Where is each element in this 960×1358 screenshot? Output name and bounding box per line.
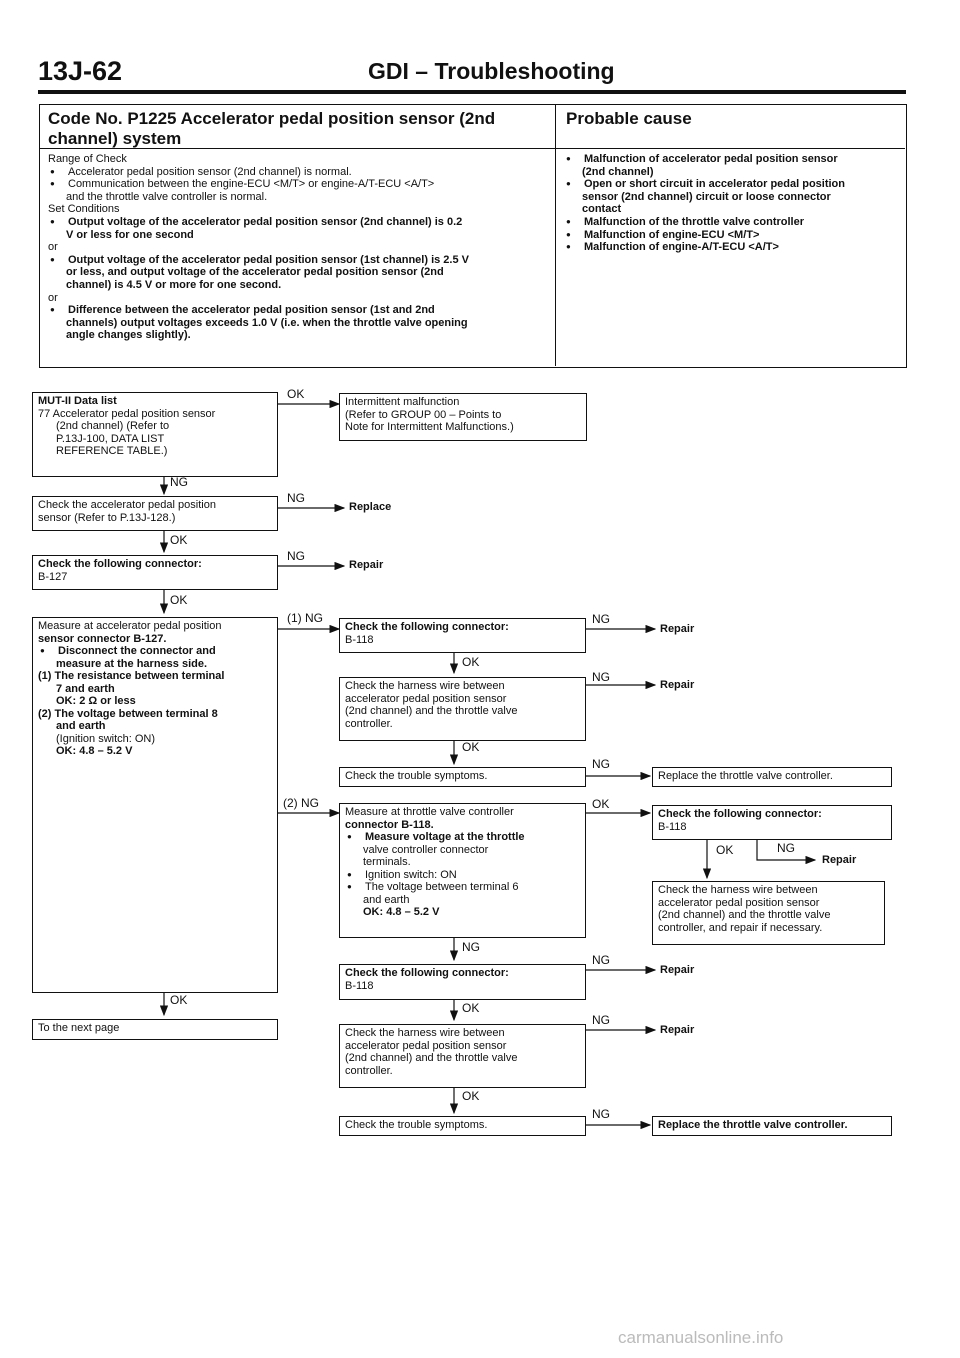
action-repair: Repair [822, 854, 857, 866]
branch-label-ng: NG [287, 549, 305, 563]
connector-b118-box-b [339, 964, 586, 1000]
mut-data-list-box [32, 392, 278, 477]
branch-label-ng: NG [462, 940, 480, 954]
box-line: controller. [345, 1064, 393, 1077]
replace-controller-box-a [652, 767, 892, 787]
watermark: carmanualsonline.info [618, 1328, 784, 1347]
box-line: and earth [363, 893, 410, 906]
box-line: ● The voltage between terminal 6 [345, 881, 580, 894]
set-condition-or: or [48, 241, 58, 254]
branch-label-ng-2: (2) NG [283, 796, 319, 810]
box-line: (2nd channel) and the throttle valve [345, 1052, 518, 1064]
box-line: valve controller connector [363, 843, 489, 856]
box-line: measure at the harness side. [56, 657, 208, 670]
branch-label-ok: OK [592, 797, 610, 811]
box-line: Measure at throttle valve controller [345, 806, 514, 818]
box-line: B-118 [658, 820, 687, 833]
range-item: ● Communication between the engine-ECU <M/T> or engine-A/T-ECU <A/T> [48, 178, 547, 191]
range-item: ● Accelerator pedal position sensor (2nd channel) is normal. [48, 166, 547, 179]
branch-label-ng: NG [592, 953, 610, 967]
box-line: (2nd channel) and the throttle valve [345, 705, 518, 717]
box-line: ● Measure voltage at the throttle [345, 831, 580, 844]
probable-cause-item: ● Malfunction of accelerator pedal position sensor [564, 153, 897, 166]
box-line: (Ignition switch: ON) [56, 732, 156, 745]
harness-box-a [339, 677, 586, 741]
box-line: accelerator pedal position sensor [345, 692, 507, 705]
box-line: Check the following connector: [345, 621, 509, 633]
set-condition: or less, and output voltage of the accelerator pedal position sensor (2nd [66, 266, 444, 279]
branch-label-ng: NG [592, 1107, 610, 1121]
probable-cause-item: ● Open or short circuit in accelerator pedal position [564, 178, 897, 191]
set-condition: ● Output voltage of the accelerator pedal position sensor (1st channel) is 2.5 V [48, 254, 547, 267]
range-of-check-heading: Range of Check [48, 153, 127, 165]
box-line: ● Disconnect the connector and [38, 645, 272, 658]
replace-controller-box-b [652, 1116, 892, 1136]
box-line: (2nd channel) and the throttle valve [658, 909, 831, 921]
box-line: B-118 [345, 633, 374, 646]
page-title: GDI – Troubleshooting [368, 58, 615, 84]
connector-b127-box [32, 555, 278, 590]
branch-label-ok: OK [462, 1001, 480, 1015]
set-condition: ● Difference between the accelerator pedal position sensor (1st and 2nd [48, 304, 547, 317]
box-line: 77 Accelerator pedal position sensor [38, 407, 216, 420]
set-condition: V or less for one second [66, 228, 194, 241]
box-line: sensor (Refer to P.13J-128.) [38, 511, 176, 524]
probable-cause-item: ● Malfunction of engine-ECU <M/T> [564, 229, 897, 242]
code-title-line1: Code No. P1225 Accelerator pedal position sensor (2nd [48, 109, 496, 128]
box-line: and earth [56, 720, 106, 732]
box-line: Check the following connector: [345, 967, 509, 979]
branch-label-ng: NG [170, 475, 188, 489]
set-condition: channels) output voltages exceeds 1.0 V (i.e. when the throttle valve opening [66, 316, 468, 329]
box-line: Check the following connector: [38, 558, 202, 570]
probable-cause-item: ● Malfunction of the throttle valve controller [564, 216, 897, 229]
box-line: (2) The voltage between terminal 8 [38, 707, 218, 720]
box-line: (2nd channel) (Refer to [56, 420, 170, 432]
box-line: Intermittent malfunction [345, 396, 460, 408]
set-condition: channel) is 4.5 V or more for one second. [66, 278, 282, 291]
box-line: accelerator pedal position sensor [345, 1039, 507, 1052]
box-line: controller. [345, 717, 393, 730]
branch-label-ng: NG [592, 612, 610, 626]
measure-b127-box [32, 617, 278, 993]
box-line: REFERENCE TABLE.) [56, 445, 168, 457]
set-conditions-heading: Set Conditions [48, 203, 120, 216]
box-line: B-127 [38, 570, 68, 583]
branch-label-ok: OK [170, 593, 188, 607]
box-line: 7 and earth [56, 682, 115, 695]
check-sensor-box [32, 496, 278, 531]
box-line: Note for Intermittent Malfunctions.) [345, 421, 514, 433]
box-line: Replace the throttle valve controller. [658, 770, 833, 782]
connector-b118-box-a [339, 618, 586, 653]
branch-label-ok: OK [716, 843, 734, 857]
branch-label-ok: OK [462, 1089, 480, 1103]
branch-label-ng: NG [592, 757, 610, 771]
box-line: (1) The resistance between terminal [38, 670, 225, 682]
box-line: Check the trouble symptoms. [345, 770, 488, 782]
next-page-box [32, 1019, 278, 1040]
branch-label-ng: NG [592, 670, 610, 684]
branch-label-ng: NG [287, 491, 305, 505]
box-line: Replace the throttle valve controller. [658, 1119, 848, 1131]
page-number: 13J-62 [38, 56, 123, 86]
box-line: terminals. [363, 856, 411, 868]
branch-label-ok: OK [462, 740, 480, 754]
box-line: MUT-II Data list [38, 395, 117, 407]
probable-cause-heading: Probable cause [556, 105, 905, 149]
harness-box-b [339, 1024, 586, 1088]
box-line: ● Ignition switch: ON [345, 869, 580, 882]
set-condition: ● Output voltage of the accelerator pedal position sensor (2nd channel) is 0.2 [48, 216, 547, 229]
box-line: sensor connector B-127. [38, 632, 167, 645]
branch-label-ok: OK [170, 993, 188, 1007]
action-repair: Repair [660, 1024, 695, 1036]
box-line: Check the following connector: [658, 808, 822, 820]
measure-b118-box [339, 803, 586, 938]
box-line: (Refer to GROUP 00 – Points to [345, 408, 502, 421]
box-line: Check the accelerator pedal position [38, 499, 216, 511]
action-repair: Repair [660, 623, 695, 635]
box-line: B-118 [345, 979, 374, 992]
action-repair: Repair [660, 964, 695, 976]
probable-cause-item: sensor (2nd channel) circuit or loose connector [582, 190, 831, 203]
box-line: OK: 4.8 – 5.2 V [56, 745, 133, 757]
probable-cause-item: (2nd channel) [582, 165, 654, 178]
code-title-line2: channel) system [48, 129, 182, 148]
box-line: Check the harness wire between [345, 680, 505, 692]
intermittent-box [339, 393, 587, 441]
branch-label-ok: OK [462, 655, 480, 669]
set-condition: angle changes slightly). [66, 329, 191, 342]
trouble-symptoms-box-a [339, 767, 586, 787]
branch-label-ng: NG [592, 1013, 610, 1027]
branch-label-ok: OK [170, 533, 188, 547]
box-line: accelerator pedal position sensor [658, 896, 820, 909]
branch-label-ng-1: (1) NG [287, 611, 323, 625]
action-replace: Replace [349, 501, 392, 513]
box-line: OK: 2 Ω or less [56, 695, 136, 707]
box-line: P.13J-100, DATA LIST [56, 432, 165, 445]
box-line: controller, and repair if necessary. [658, 921, 823, 934]
branch-label-ok: OK [287, 387, 305, 401]
box-line: OK: 4.8 – 5.2 V [363, 906, 440, 918]
probable-cause-item: ● Malfunction of engine-A/T-ECU <A/T> [564, 241, 897, 254]
branch-label-ng: NG [777, 841, 795, 855]
connector-b118-box-c [652, 805, 892, 840]
box-line: Check the harness wire between [658, 884, 818, 896]
box-line: Measure at accelerator pedal position [38, 620, 222, 632]
box-line: Check the harness wire between [345, 1027, 505, 1039]
box-line: connector B-118. [345, 818, 434, 831]
box-line: Check the trouble symptoms. [345, 1119, 488, 1131]
range-item: and the throttle valve controller is normal. [66, 190, 268, 203]
action-repair: Repair [349, 559, 384, 571]
trouble-symptoms-box-b [339, 1116, 586, 1136]
box-line: To the next page [38, 1022, 120, 1034]
probable-cause-item: contact [582, 203, 622, 216]
set-condition-or: or [48, 291, 58, 304]
action-repair: Repair [660, 679, 695, 691]
harness-box-c [652, 881, 885, 945]
